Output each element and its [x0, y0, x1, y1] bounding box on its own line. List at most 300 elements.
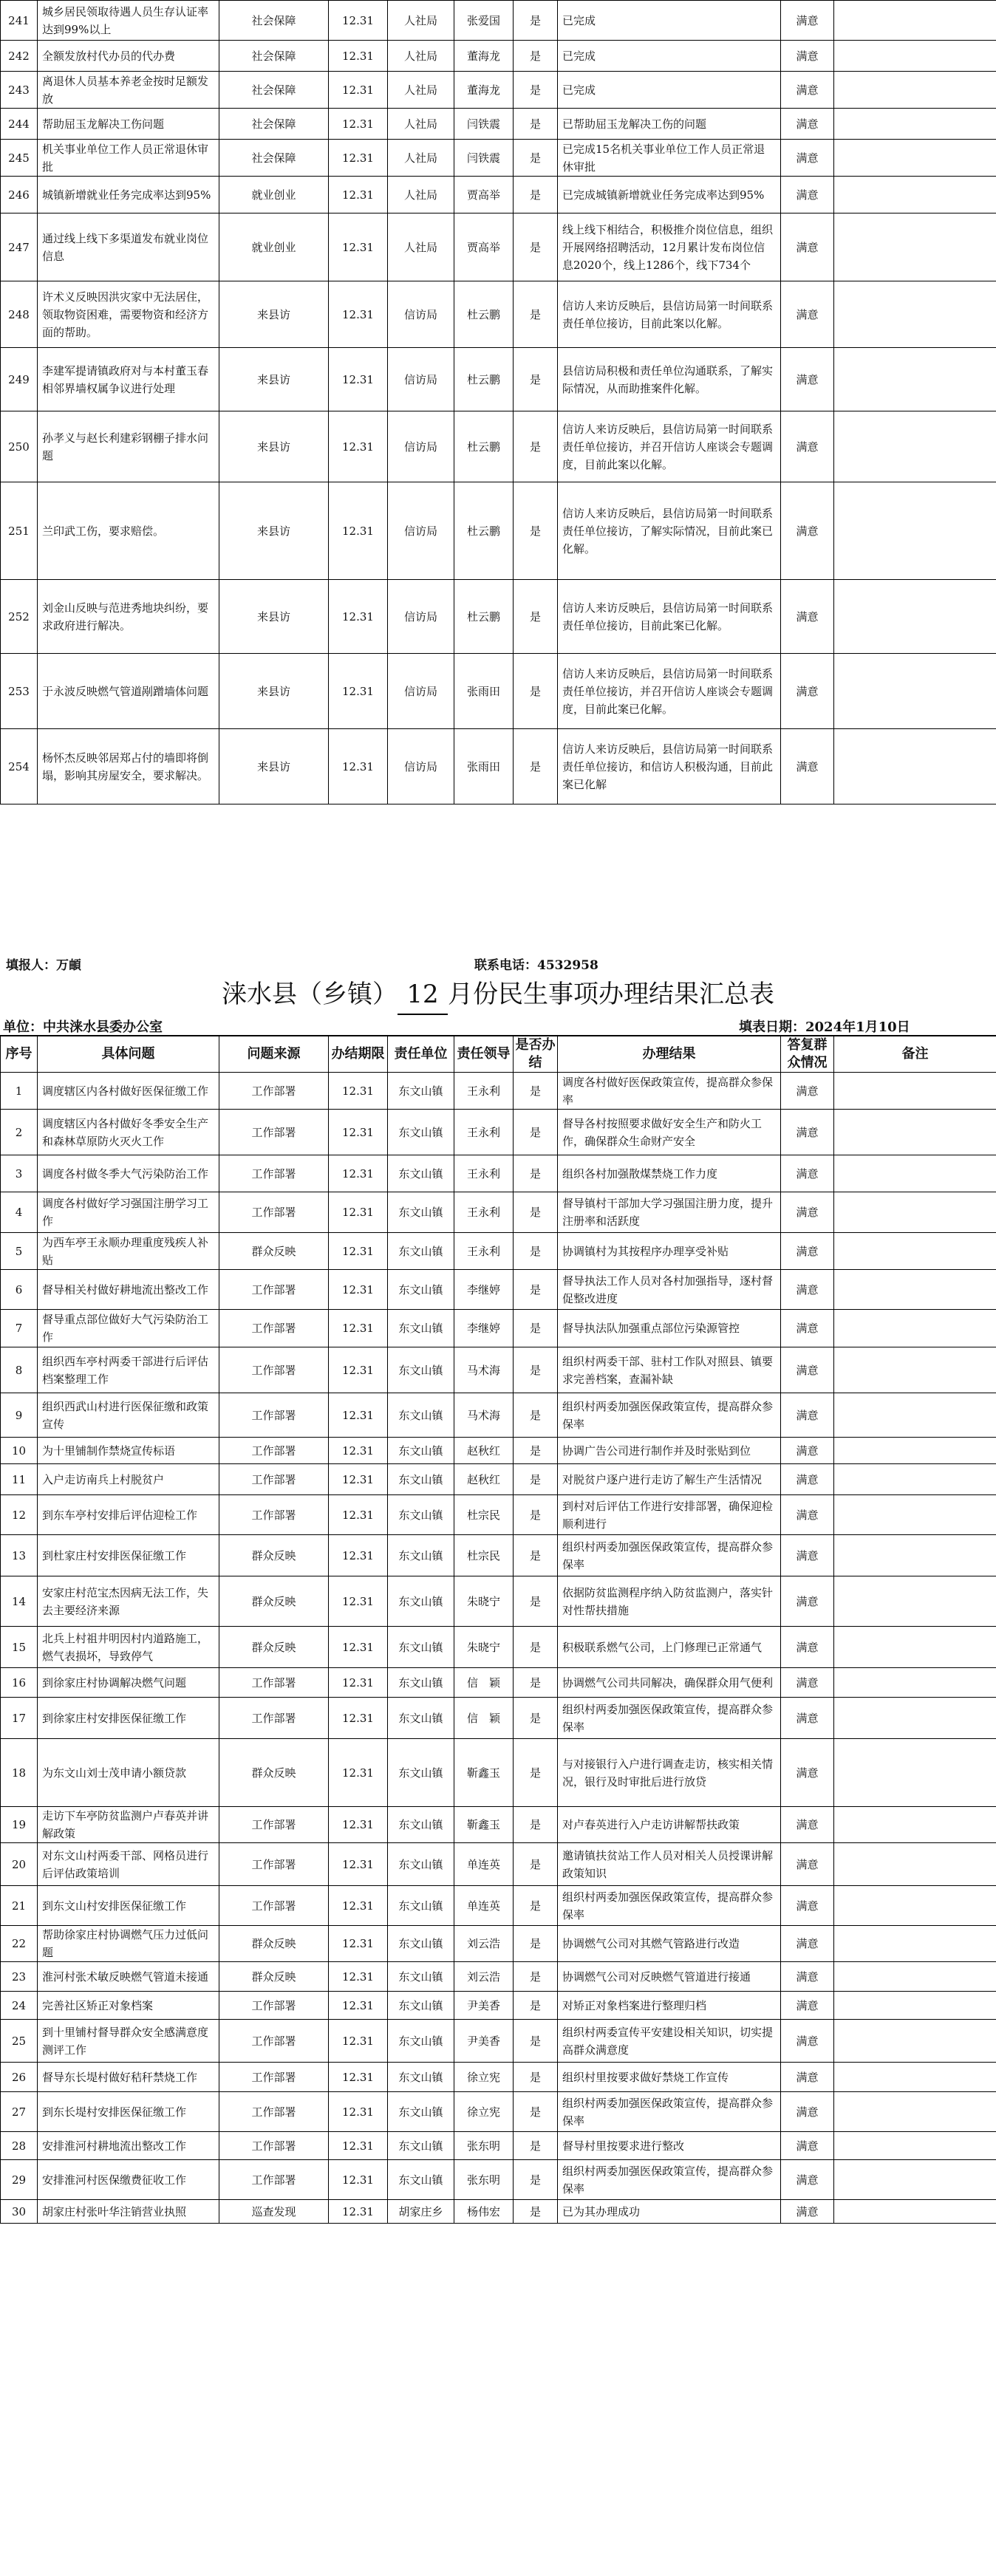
- cell-deadline: 12.31: [329, 2160, 388, 2200]
- table-row: [1, 1192, 996, 1233]
- table-row: [1, 1807, 996, 1843]
- cell-source: 群众反映: [219, 1739, 329, 1807]
- cell-result: 组织村两委加强医保政策宣传，提高群众参保率: [558, 2092, 781, 2132]
- cell-no: 250: [1, 411, 38, 482]
- table-row: [1, 411, 996, 482]
- cell-no: 28: [1, 2132, 38, 2160]
- table-row: [1, 41, 996, 72]
- table-row: [1, 1926, 996, 1962]
- cell-deadline: 12.31: [329, 482, 388, 580]
- cell-result: 对矫正对象档案进行整理归档: [558, 1992, 781, 2020]
- cell-unit: 东文山镇: [388, 1110, 454, 1155]
- cell-unit: 东文山镇: [388, 1576, 454, 1627]
- cell-leader: 闫铁震: [454, 109, 514, 140]
- cell-satisfaction: 满意: [781, 1668, 834, 1698]
- cell-done: 是: [514, 1668, 558, 1698]
- cell-source: 工作部署: [219, 2132, 329, 2160]
- cell-issue: 调度各村做好学习强国注册学习工作: [38, 1192, 219, 1233]
- cell-satisfaction: 满意: [781, 411, 834, 482]
- cell-issue: 督导东长堤村做好秸秆禁烧工作: [38, 2063, 219, 2092]
- cell-leader: 靳鑫玉: [454, 1739, 514, 1807]
- cell-no: 245: [1, 140, 38, 177]
- cell-no: 6: [1, 1270, 38, 1310]
- cell-note: [834, 348, 996, 411]
- cell-result: 组织村两委加强医保政策宣传，提高群众参保率: [558, 1535, 781, 1576]
- cell-unit: 人社局: [388, 177, 454, 213]
- cell-satisfaction: 满意: [781, 1110, 834, 1155]
- table-row: [1, 1393, 996, 1438]
- cell-no: 243: [1, 72, 38, 109]
- cell-satisfaction: 满意: [781, 729, 834, 804]
- cell-note: [834, 140, 996, 177]
- cell-leader: 尹美香: [454, 2020, 514, 2063]
- cell-unit: 东文山镇: [388, 1739, 454, 1807]
- table-row: [1, 1627, 996, 1668]
- cell-source: 来县访: [219, 281, 329, 348]
- cell-unit: 信访局: [388, 348, 454, 411]
- cell-no: 20: [1, 1843, 38, 1886]
- table-meta: [0, 1014, 996, 1036]
- cell-issue: 调度各村做冬季大气污染防治工作: [38, 1155, 219, 1192]
- cell-unit: 人社局: [388, 140, 454, 177]
- cell-satisfaction: 满意: [781, 1073, 834, 1110]
- cell-done: 是: [514, 411, 558, 482]
- cell-deadline: 12.31: [329, 1698, 388, 1739]
- cell-unit: 东文山镇: [388, 1233, 454, 1270]
- cell-source: 工作部署: [219, 1310, 329, 1347]
- cell-unit: 东文山镇: [388, 2020, 454, 2063]
- cell-note: [834, 1926, 996, 1962]
- table-row: [1, 1739, 996, 1807]
- cell-deadline: 12.31: [329, 41, 388, 72]
- cell-source: 社会保障: [219, 72, 329, 109]
- cell-unit: 东文山镇: [388, 1807, 454, 1843]
- phone-label: 联系电话：4532958: [474, 958, 598, 973]
- header-row: [1, 1036, 996, 1073]
- cell-no: 16: [1, 1668, 38, 1698]
- title-prefix: 涞水县（乡镇）: [222, 980, 398, 1009]
- cell-deadline: 12.31: [329, 1438, 388, 1464]
- cell-issue: 到十里铺村督导群众安全感满意度测评工作: [38, 2020, 219, 2063]
- cell-source: 工作部署: [219, 1886, 329, 1926]
- cell-no: 246: [1, 177, 38, 213]
- cell-deadline: 12.31: [329, 140, 388, 177]
- cell-done: 是: [514, 1347, 558, 1393]
- table-row: [1, 1073, 996, 1110]
- cell-satisfaction: 满意: [781, 1270, 834, 1310]
- table-row: [1, 2200, 996, 2224]
- cell-satisfaction: 满意: [781, 213, 834, 281]
- cell-leader: 刘云浩: [454, 1962, 514, 1992]
- cell-source: 来县访: [219, 729, 329, 804]
- cell-issue: 安家庄村范宝杰因病无法工作，失去主要经济来源: [38, 1576, 219, 1627]
- cell-leader: 董海龙: [454, 72, 514, 109]
- cell-satisfaction: 满意: [781, 1310, 834, 1347]
- cell-no: 1: [1, 1073, 38, 1110]
- cell-unit: 东文山镇: [388, 1270, 454, 1310]
- table-row: [1, 1535, 996, 1576]
- cell-result: 对卢春英进行入户走访讲解帮扶政策: [558, 1807, 781, 1843]
- cell-source: 工作部署: [219, 1992, 329, 2020]
- cell-source: 工作部署: [219, 1438, 329, 1464]
- cell-source: 工作部署: [219, 1698, 329, 1739]
- cell-satisfaction: 满意: [781, 1155, 834, 1192]
- table-row: [1, 281, 996, 348]
- cell-done: 是: [514, 140, 558, 177]
- table-continued: [0, 0, 996, 804]
- cell-deadline: 12.31: [329, 1535, 388, 1576]
- cell-issue: 杨怀杰反映邻居郑占付的墙即将倒塌，影响其房屋安全，要求解决。: [38, 729, 219, 804]
- cell-unit: 东文山镇: [388, 1073, 454, 1110]
- cell-note: [834, 1, 996, 41]
- cell-no: 11: [1, 1464, 38, 1495]
- cell-unit: 信访局: [388, 729, 454, 804]
- cell-note: [834, 1464, 996, 1495]
- cell-done: 是: [514, 109, 558, 140]
- cell-no: 247: [1, 213, 38, 281]
- cell-done: 是: [514, 281, 558, 348]
- cell-leader: 朱晓宁: [454, 1627, 514, 1668]
- cell-done: 是: [514, 2092, 558, 2132]
- cell-done: 是: [514, 1495, 558, 1535]
- cell-no: 10: [1, 1438, 38, 1464]
- cell-note: [834, 1668, 996, 1698]
- cell-done: 是: [514, 1992, 558, 2020]
- cell-issue: 帮助徐家庄村协调燃气压力过低问题: [38, 1926, 219, 1962]
- cell-note: [834, 1073, 996, 1110]
- cell-satisfaction: 满意: [781, 72, 834, 109]
- cell-no: 249: [1, 348, 38, 411]
- cell-deadline: 12.31: [329, 1668, 388, 1698]
- cell-source: 工作部署: [219, 2020, 329, 2063]
- cell-deadline: 12.31: [329, 1155, 388, 1192]
- cell-no: 14: [1, 1576, 38, 1627]
- table-row: [1, 1668, 996, 1698]
- cell-note: [834, 2132, 996, 2160]
- cell-satisfaction: 满意: [781, 177, 834, 213]
- cell-deadline: 12.31: [329, 1110, 388, 1155]
- cell-deadline: 12.31: [329, 109, 388, 140]
- cell-leader: 李继婷: [454, 1270, 514, 1310]
- cell-leader: 赵秋红: [454, 1438, 514, 1464]
- cell-source: 社会保障: [219, 41, 329, 72]
- cell-issue: 淮河村张术敏反映燃气管道未接通: [38, 1962, 219, 1992]
- cell-deadline: 12.31: [329, 729, 388, 804]
- cell-note: [834, 1535, 996, 1576]
- cell-result: 组织各村加强散煤禁烧工作力度: [558, 1155, 781, 1192]
- cell-deadline: 12.31: [329, 654, 388, 729]
- cell-deadline: 12.31: [329, 1310, 388, 1347]
- cell-result: 调度各村做好医保政策宣传，提高群众参保率: [558, 1073, 781, 1110]
- cell-result: 信访人来访反映后，县信访局第一时间联系责任单位接访，目前此案已化解。: [558, 580, 781, 654]
- cell-leader: 徐立宪: [454, 2092, 514, 2132]
- cell-leader: 杜云鹏: [454, 482, 514, 580]
- col-header-no: 序号: [1, 1036, 38, 1073]
- cell-note: [834, 1270, 996, 1310]
- cell-issue: 完善社区矫正对象档案: [38, 1992, 219, 2020]
- cell-unit: 东文山镇: [388, 1992, 454, 2020]
- cell-note: [834, 41, 996, 72]
- cell-result: 协调燃气公司共同解决，确保群众用气便利: [558, 1668, 781, 1698]
- cell-note: [834, 2092, 996, 2132]
- cell-no: 26: [1, 2063, 38, 2092]
- cell-unit: 东文山镇: [388, 1393, 454, 1438]
- cell-result: 信访人来访反映后，县信访局第一时间联系责任单位接访，并召开信访人座谈会专题调度，目前此案已化解。: [558, 654, 781, 729]
- cell-no: 19: [1, 1807, 38, 1843]
- cell-done: 是: [514, 1464, 558, 1495]
- cell-leader: 杜云鹏: [454, 281, 514, 348]
- cell-leader: 赵秋红: [454, 1464, 514, 1495]
- cell-source: 工作部署: [219, 2160, 329, 2200]
- title-suffix: 月份民生事项办理结果汇总表: [448, 980, 774, 1009]
- cell-leader: 张雨田: [454, 729, 514, 804]
- cell-deadline: 12.31: [329, 72, 388, 109]
- cell-note: [834, 1495, 996, 1535]
- cell-result: 已完成: [558, 41, 781, 72]
- cell-source: 来县访: [219, 580, 329, 654]
- table-row: [1, 1495, 996, 1535]
- cell-result: 协调广告公司进行制作并及时张贴到位: [558, 1438, 781, 1464]
- cell-result: 组织村两委加强医保政策宣传，提高群众参保率: [558, 1886, 781, 1926]
- table-row: [1, 1438, 996, 1464]
- cell-satisfaction: 满意: [781, 1464, 834, 1495]
- cell-no: 3: [1, 1155, 38, 1192]
- cell-done: 是: [514, 1192, 558, 1233]
- cell-no: 18: [1, 1739, 38, 1807]
- cell-issue: 城镇新增就业任务完成率达到95%: [38, 177, 219, 213]
- cell-done: 是: [514, 1110, 558, 1155]
- cell-no: 241: [1, 1, 38, 41]
- cell-unit: 东文山镇: [388, 1464, 454, 1495]
- cell-deadline: 12.31: [329, 1926, 388, 1962]
- col-header-done: 是否办结: [514, 1036, 558, 1073]
- cell-note: [834, 1739, 996, 1807]
- cell-issue: 北兵上村祖井明因村内道路施工，燃气表损坏，导致停气: [38, 1627, 219, 1668]
- cell-note: [834, 1310, 996, 1347]
- cell-leader: 王永利: [454, 1073, 514, 1110]
- cell-issue: 走访下车亭防贫监测户卢春英并讲解政策: [38, 1807, 219, 1843]
- table-row: [1, 1843, 996, 1886]
- cell-satisfaction: 满意: [781, 2200, 834, 2224]
- cell-no: 9: [1, 1393, 38, 1438]
- cell-source: 工作部署: [219, 1464, 329, 1495]
- cell-issue: 于永波反映燃气管道剐蹭墙体问题: [38, 654, 219, 729]
- cell-no: 251: [1, 482, 38, 580]
- cell-result: 到村对后评估工作进行安排部署，确保迎检顺利进行: [558, 1495, 781, 1535]
- cell-no: 2: [1, 1110, 38, 1155]
- cell-satisfaction: 满意: [781, 1962, 834, 1992]
- cell-deadline: 12.31: [329, 1, 388, 41]
- cell-result: 协调镇村为其按程序办理享受补贴: [558, 1233, 781, 1270]
- cell-unit: 东文山镇: [388, 2160, 454, 2200]
- filler-label: 填报人：万頔: [6, 958, 81, 973]
- cell-issue: 组织西车亭村两委干部进行后评估档案整理工作: [38, 1347, 219, 1393]
- cell-source: 来县访: [219, 654, 329, 729]
- cell-satisfaction: 满意: [781, 1347, 834, 1393]
- cell-no: 7: [1, 1310, 38, 1347]
- col-header-satisfaction: 答复群众情况: [781, 1036, 834, 1073]
- cell-source: 巡查发现: [219, 2200, 329, 2224]
- cell-issue: 到徐家庄村协调解决燃气问题: [38, 1668, 219, 1698]
- cell-done: 是: [514, 729, 558, 804]
- cell-source: 群众反映: [219, 1962, 329, 1992]
- cell-issue: 城乡居民领取待遇人员生存认证率达到99%以上: [38, 1, 219, 41]
- cell-leader: 王永利: [454, 1110, 514, 1155]
- cell-result: 组织村两委加强医保政策宣传，提高群众参保率: [558, 1698, 781, 1739]
- cell-note: [834, 729, 996, 804]
- cell-unit: 东文山镇: [388, 1438, 454, 1464]
- cell-deadline: 12.31: [329, 2063, 388, 2092]
- cell-unit: 信访局: [388, 281, 454, 348]
- cell-done: 是: [514, 1155, 558, 1192]
- cell-issue: 到东长堤村安排医保征缴工作: [38, 2092, 219, 2132]
- cell-result: 组织村里按要求做好禁烧工作宣传: [558, 2063, 781, 2092]
- cell-deadline: 12.31: [329, 1393, 388, 1438]
- cell-leader: 尹美香: [454, 1992, 514, 2020]
- cell-leader: 董海龙: [454, 41, 514, 72]
- cell-leader: 贾高举: [454, 177, 514, 213]
- cell-result: 线上线下相结合，积极推介岗位信息，组织开展网络招聘活动，12月累计发布岗位信息2020个，线上1286个，线下734个: [558, 213, 781, 281]
- cell-issue: 许术义反映因洪灾家中无法居住，领取物资困难，需要物资和经济方面的帮助。: [38, 281, 219, 348]
- cell-unit: 信访局: [388, 580, 454, 654]
- cell-source: 工作部署: [219, 1668, 329, 1698]
- cell-satisfaction: 满意: [781, 1698, 834, 1739]
- cell-issue: 对东文山村两委干部、网格员进行后评估政策培训: [38, 1843, 219, 1886]
- cell-source: 工作部署: [219, 1347, 329, 1393]
- cell-unit: 人社局: [388, 109, 454, 140]
- table-row: [1, 1110, 996, 1155]
- cell-satisfaction: 满意: [781, 2092, 834, 2132]
- date-label: 填表日期：2024年1月10日: [739, 1019, 910, 1035]
- cell-source: 来县访: [219, 482, 329, 580]
- cell-deadline: 12.31: [329, 1627, 388, 1668]
- cell-leader: 杨伟宏: [454, 2200, 514, 2224]
- cell-no: 27: [1, 2092, 38, 2132]
- cell-satisfaction: 满意: [781, 1576, 834, 1627]
- cell-satisfaction: 满意: [781, 1, 834, 41]
- cell-no: 24: [1, 1992, 38, 2020]
- cell-result: 已完成: [558, 1, 781, 41]
- cell-source: 社会保障: [219, 1, 329, 41]
- cell-leader: 单连英: [454, 1886, 514, 1926]
- cell-no: 13: [1, 1535, 38, 1576]
- cell-satisfaction: 满意: [781, 41, 834, 72]
- cell-deadline: 12.31: [329, 411, 388, 482]
- cell-satisfaction: 满意: [781, 654, 834, 729]
- cell-leader: 王永利: [454, 1192, 514, 1233]
- col-header-source: 问题来源: [219, 1036, 329, 1073]
- cell-leader: 李继婷: [454, 1310, 514, 1347]
- cell-note: [834, 1576, 996, 1627]
- cell-deadline: 12.31: [329, 1495, 388, 1535]
- cell-done: 是: [514, 580, 558, 654]
- col-header-deadline: 办结期限: [329, 1036, 388, 1073]
- table-row: [1, 654, 996, 729]
- cell-issue: 离退休人员基本养老金按时足额发放: [38, 72, 219, 109]
- cell-done: 是: [514, 2132, 558, 2160]
- cell-unit: 东文山镇: [388, 1192, 454, 1233]
- cell-source: 工作部署: [219, 1110, 329, 1155]
- cell-issue: 孙孝义与赵长利建彩钢棚子排水问题: [38, 411, 219, 482]
- cell-satisfaction: 满意: [781, 1926, 834, 1962]
- cell-source: 工作部署: [219, 1495, 329, 1535]
- cell-result: 信访人来访反映后，县信访局第一时间联系责任单位接访，并召开信访人座谈会专题调度，目前此案以化解。: [558, 411, 781, 482]
- cell-unit: 东文山镇: [388, 1347, 454, 1393]
- cell-result: 督导执法队加强重点部位污染源管控: [558, 1310, 781, 1347]
- cell-no: 5: [1, 1233, 38, 1270]
- cell-done: 是: [514, 348, 558, 411]
- cell-source: 群众反映: [219, 1627, 329, 1668]
- cell-satisfaction: 满意: [781, 1393, 834, 1438]
- cell-result: 组织村两委宣传平安建设相关知识，切实提高群众满意度: [558, 2020, 781, 2063]
- col-header-unit: 责任单位: [388, 1036, 454, 1073]
- cell-issue: 调度辖区内各村做好冬季安全生产和森林草原防火灭火工作: [38, 1110, 219, 1155]
- table-row: [1, 1992, 996, 2020]
- cell-deadline: 12.31: [329, 1962, 388, 1992]
- cell-note: [834, 1843, 996, 1886]
- table-row: [1, 1576, 996, 1627]
- cell-no: 25: [1, 2020, 38, 2063]
- cell-satisfaction: 满意: [781, 2020, 834, 2063]
- cell-satisfaction: 满意: [781, 482, 834, 580]
- cell-done: 是: [514, 1576, 558, 1627]
- cell-deadline: 12.31: [329, 1739, 388, 1807]
- cell-no: 4: [1, 1192, 38, 1233]
- cell-leader: 张东明: [454, 2160, 514, 2200]
- cell-issue: 入户走访南兵上村脱贫户: [38, 1464, 219, 1495]
- cell-deadline: 12.31: [329, 1886, 388, 1926]
- cell-satisfaction: 满意: [781, 1627, 834, 1668]
- cell-result: 组织村两委加强医保政策宣传，提高群众参保率: [558, 1393, 781, 1438]
- cell-result: 已完成: [558, 72, 781, 109]
- table-row: [1, 1, 996, 41]
- cell-no: 22: [1, 1926, 38, 1962]
- cell-source: 社会保障: [219, 109, 329, 140]
- cell-note: [834, 1807, 996, 1843]
- cell-note: [834, 2020, 996, 2063]
- cell-done: 是: [514, 2020, 558, 2063]
- cell-leader: 张爱国: [454, 1, 514, 41]
- cell-note: [834, 580, 996, 654]
- cell-result: 与对接银行入户进行调查走访，核实相关情况，银行及时审批后进行放贷: [558, 1739, 781, 1807]
- table-row: [1, 2020, 996, 2063]
- cell-note: [834, 1192, 996, 1233]
- cell-unit: 信访局: [388, 482, 454, 580]
- cell-source: 群众反映: [219, 1576, 329, 1627]
- cell-satisfaction: 满意: [781, 2160, 834, 2200]
- cell-issue: 通过线上线下多渠道发布就业岗位信息: [38, 213, 219, 281]
- cell-satisfaction: 满意: [781, 109, 834, 140]
- table-row: [1, 1962, 996, 1992]
- cell-note: [834, 1155, 996, 1192]
- table-row: [1, 140, 996, 177]
- cell-leader: 马术海: [454, 1393, 514, 1438]
- cell-result: 督导执法工作人员对各村加强指导，逐村督促整改进度: [558, 1270, 781, 1310]
- cell-deadline: 12.31: [329, 2132, 388, 2160]
- cell-deadline: 12.31: [329, 1233, 388, 1270]
- cell-result: 已为其办理成功: [558, 2200, 781, 2224]
- cell-satisfaction: 满意: [781, 1992, 834, 2020]
- cell-unit: 人社局: [388, 41, 454, 72]
- cell-result: 县信访局积极和责任单位沟通联系，了解实际情况，从而助推案件化解。: [558, 348, 781, 411]
- cell-deadline: 12.31: [329, 2092, 388, 2132]
- cell-deadline: 12.31: [329, 1347, 388, 1393]
- cell-issue: 调度辖区内各村做好医保征缴工作: [38, 1073, 219, 1110]
- cell-satisfaction: 满意: [781, 348, 834, 411]
- cell-done: 是: [514, 482, 558, 580]
- cell-issue: 到徐家庄村安排医保征缴工作: [38, 1698, 219, 1739]
- table-row: [1, 729, 996, 804]
